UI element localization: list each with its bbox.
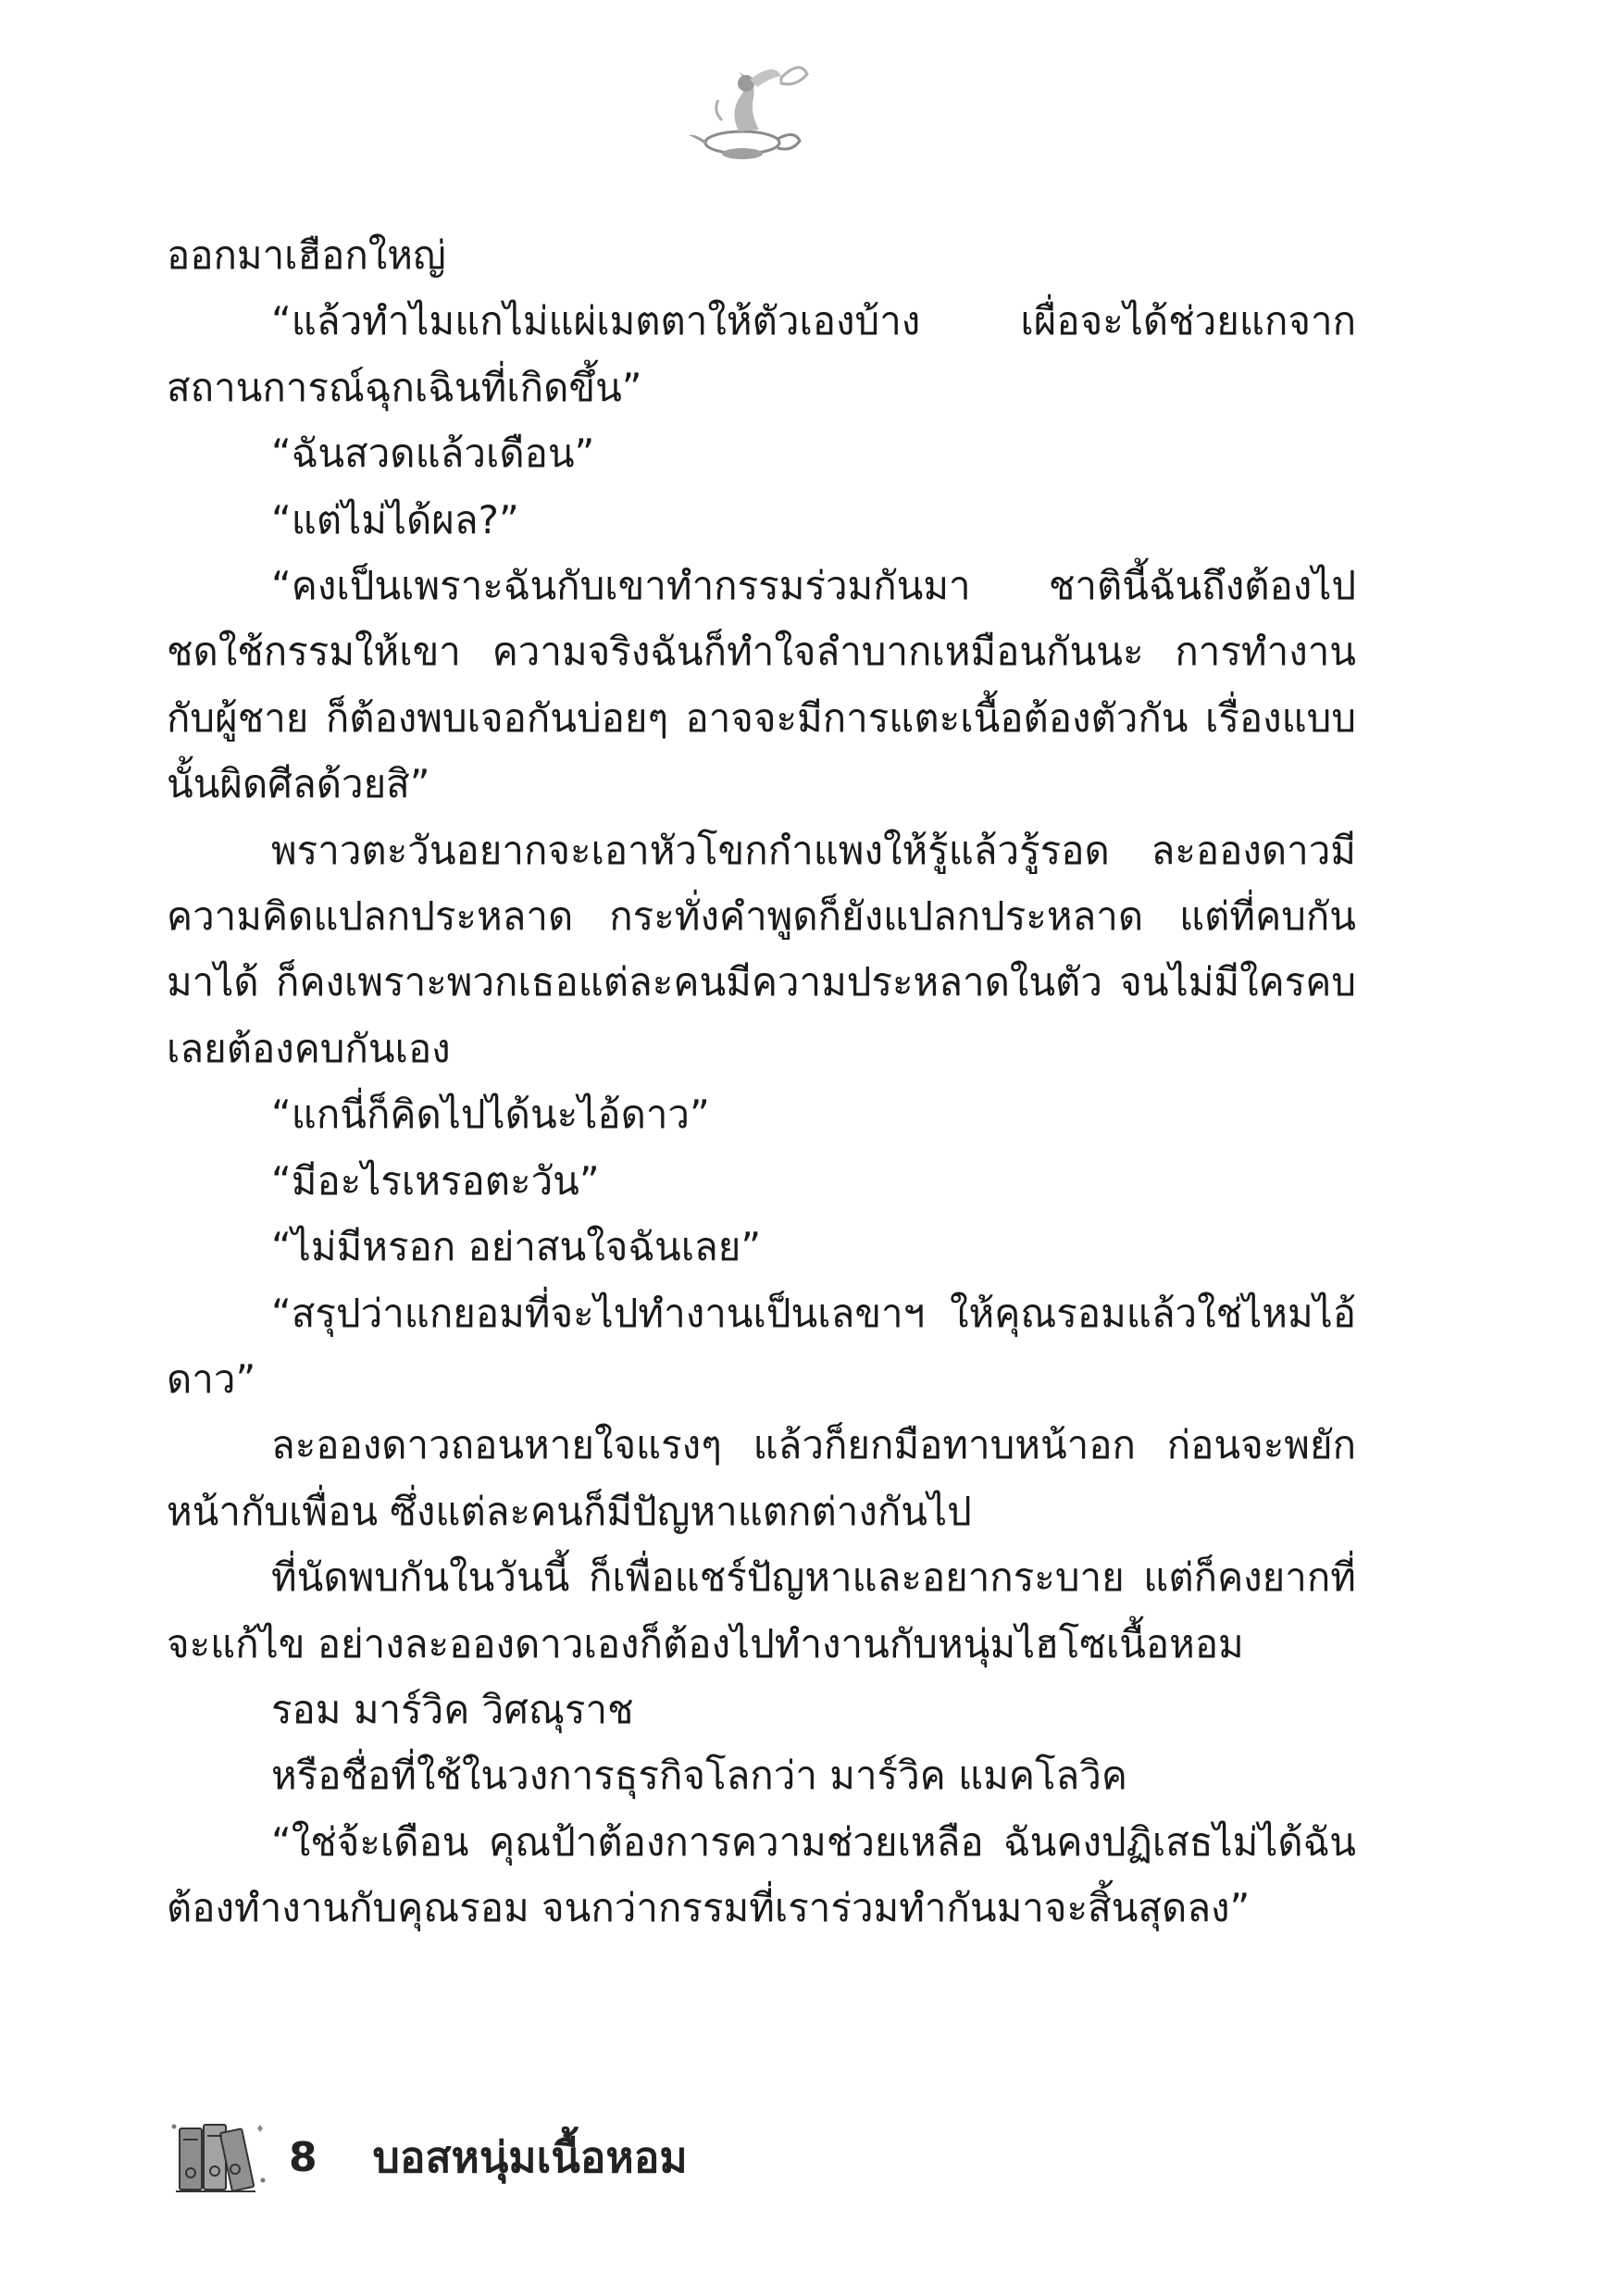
paragraph: “แต่ไม่ได้ผล?” (271, 496, 519, 543)
paragraph: หรือชื่อที่ใช้ในวงการธุรกิจโลกว่า มาร์วิค แมคโลวิค (271, 1753, 1127, 1799)
paragraph: “แล้วทำไมแกไม่แผ่เมตตาให้ตัวเองบ้าง เผื่อจะได้ช่วยแกจากสถานการณ์ฉุกเฉินที่เกิดขึ้น” (167, 298, 1356, 410)
paragraph: “ฉันสวดแล้วเดือน” (271, 430, 595, 477)
paragraph: ออกมาเฮือกใหญ่ (167, 232, 446, 278)
paragraph: รอม มาร์วิค วิศณุราช (271, 1686, 634, 1732)
paragraph: “สรุปว่าแกยอมที่จะไปทำงานเป็นเลขาฯ ให้คุณรอมแล้วใช่ไหมไอ้ดาว” (167, 1290, 1356, 1402)
books-icon (167, 2115, 268, 2199)
paragraph: ที่นัดพบกันในวันนี้ ก็เพื่อแชร์ปัญหาและอยากระบาย แต่ก็คงยากที่จะแก้ไข อย่างละอองดาวเองก็ต้องไปทำงานกับหนุ่มไฮโซเนื้อหอม (167, 1554, 1356, 1666)
page-number: 8 (289, 2133, 317, 2181)
paragraph: “ใช่จ้ะเดือน คุณป้าต้องการความช่วยเหลือ ฉันคงปฏิเสธไม่ได้ฉันต้องทำงานกับคุณรอม จนกว่ากรรมที่เราร่วมทำกันมาจะสิ้นสุดลง” (167, 1818, 1356, 1931)
chapter-body (167, 222, 1356, 1941)
lamp-cupid-icon (685, 56, 815, 167)
paragraph: “มีอะไรเหรอตะวัน” (271, 1157, 600, 1204)
book-title: บอสหนุ่มเนื้อหอม (372, 2131, 688, 2182)
paragraph: “คงเป็นเพราะฉันกับเขาทำกรรมร่วมกันมา ชาตินี้ฉันถึงต้องไปชดใช้กรรมให้เขา ความจริงฉันก็ทำใจลำบากเหมือนกันนะ การทำงานกับผู้ชาย ก็ต้องพบเจอกันบ่อยๆ อาจจะมีการแตะเนื้อต้องตัวกัน เรื่องแบบนั้นผิดศีลด้วยสิ” (167, 563, 1356, 807)
paragraph: ละอองดาวถอนหายใจแรงๆ แล้วก็ยกมือทาบหน้าอก ก่อนจะพยักหน้ากับเพื่อน ซึ่งแต่ละคนก็มีปัญหาแตกต่างกันไป (167, 1422, 1356, 1534)
paragraph: พราวตะวันอยากจะเอาหัวโขกกำแพงให้รู้แล้วรู้รอด ละอองดาวมีความคิดแปลกประหลาด กระทั่งคำพูดก็ยังแปลกประหลาด แต่ที่คบกันมาได้ ก็คงเพราะพวกเธอแต่ละคนมีความประหลาดในตัว จนไม่มีใครคบเลยต้องคบกันเอง (167, 827, 1356, 1071)
paragraph: “ไม่มีหรอก อย่าสนใจฉันเลย” (271, 1224, 762, 1270)
page-footer (167, 2115, 688, 2199)
paragraph: “แกนี่ก็คิดไปได้นะไอ้ดาว” (271, 1092, 710, 1138)
